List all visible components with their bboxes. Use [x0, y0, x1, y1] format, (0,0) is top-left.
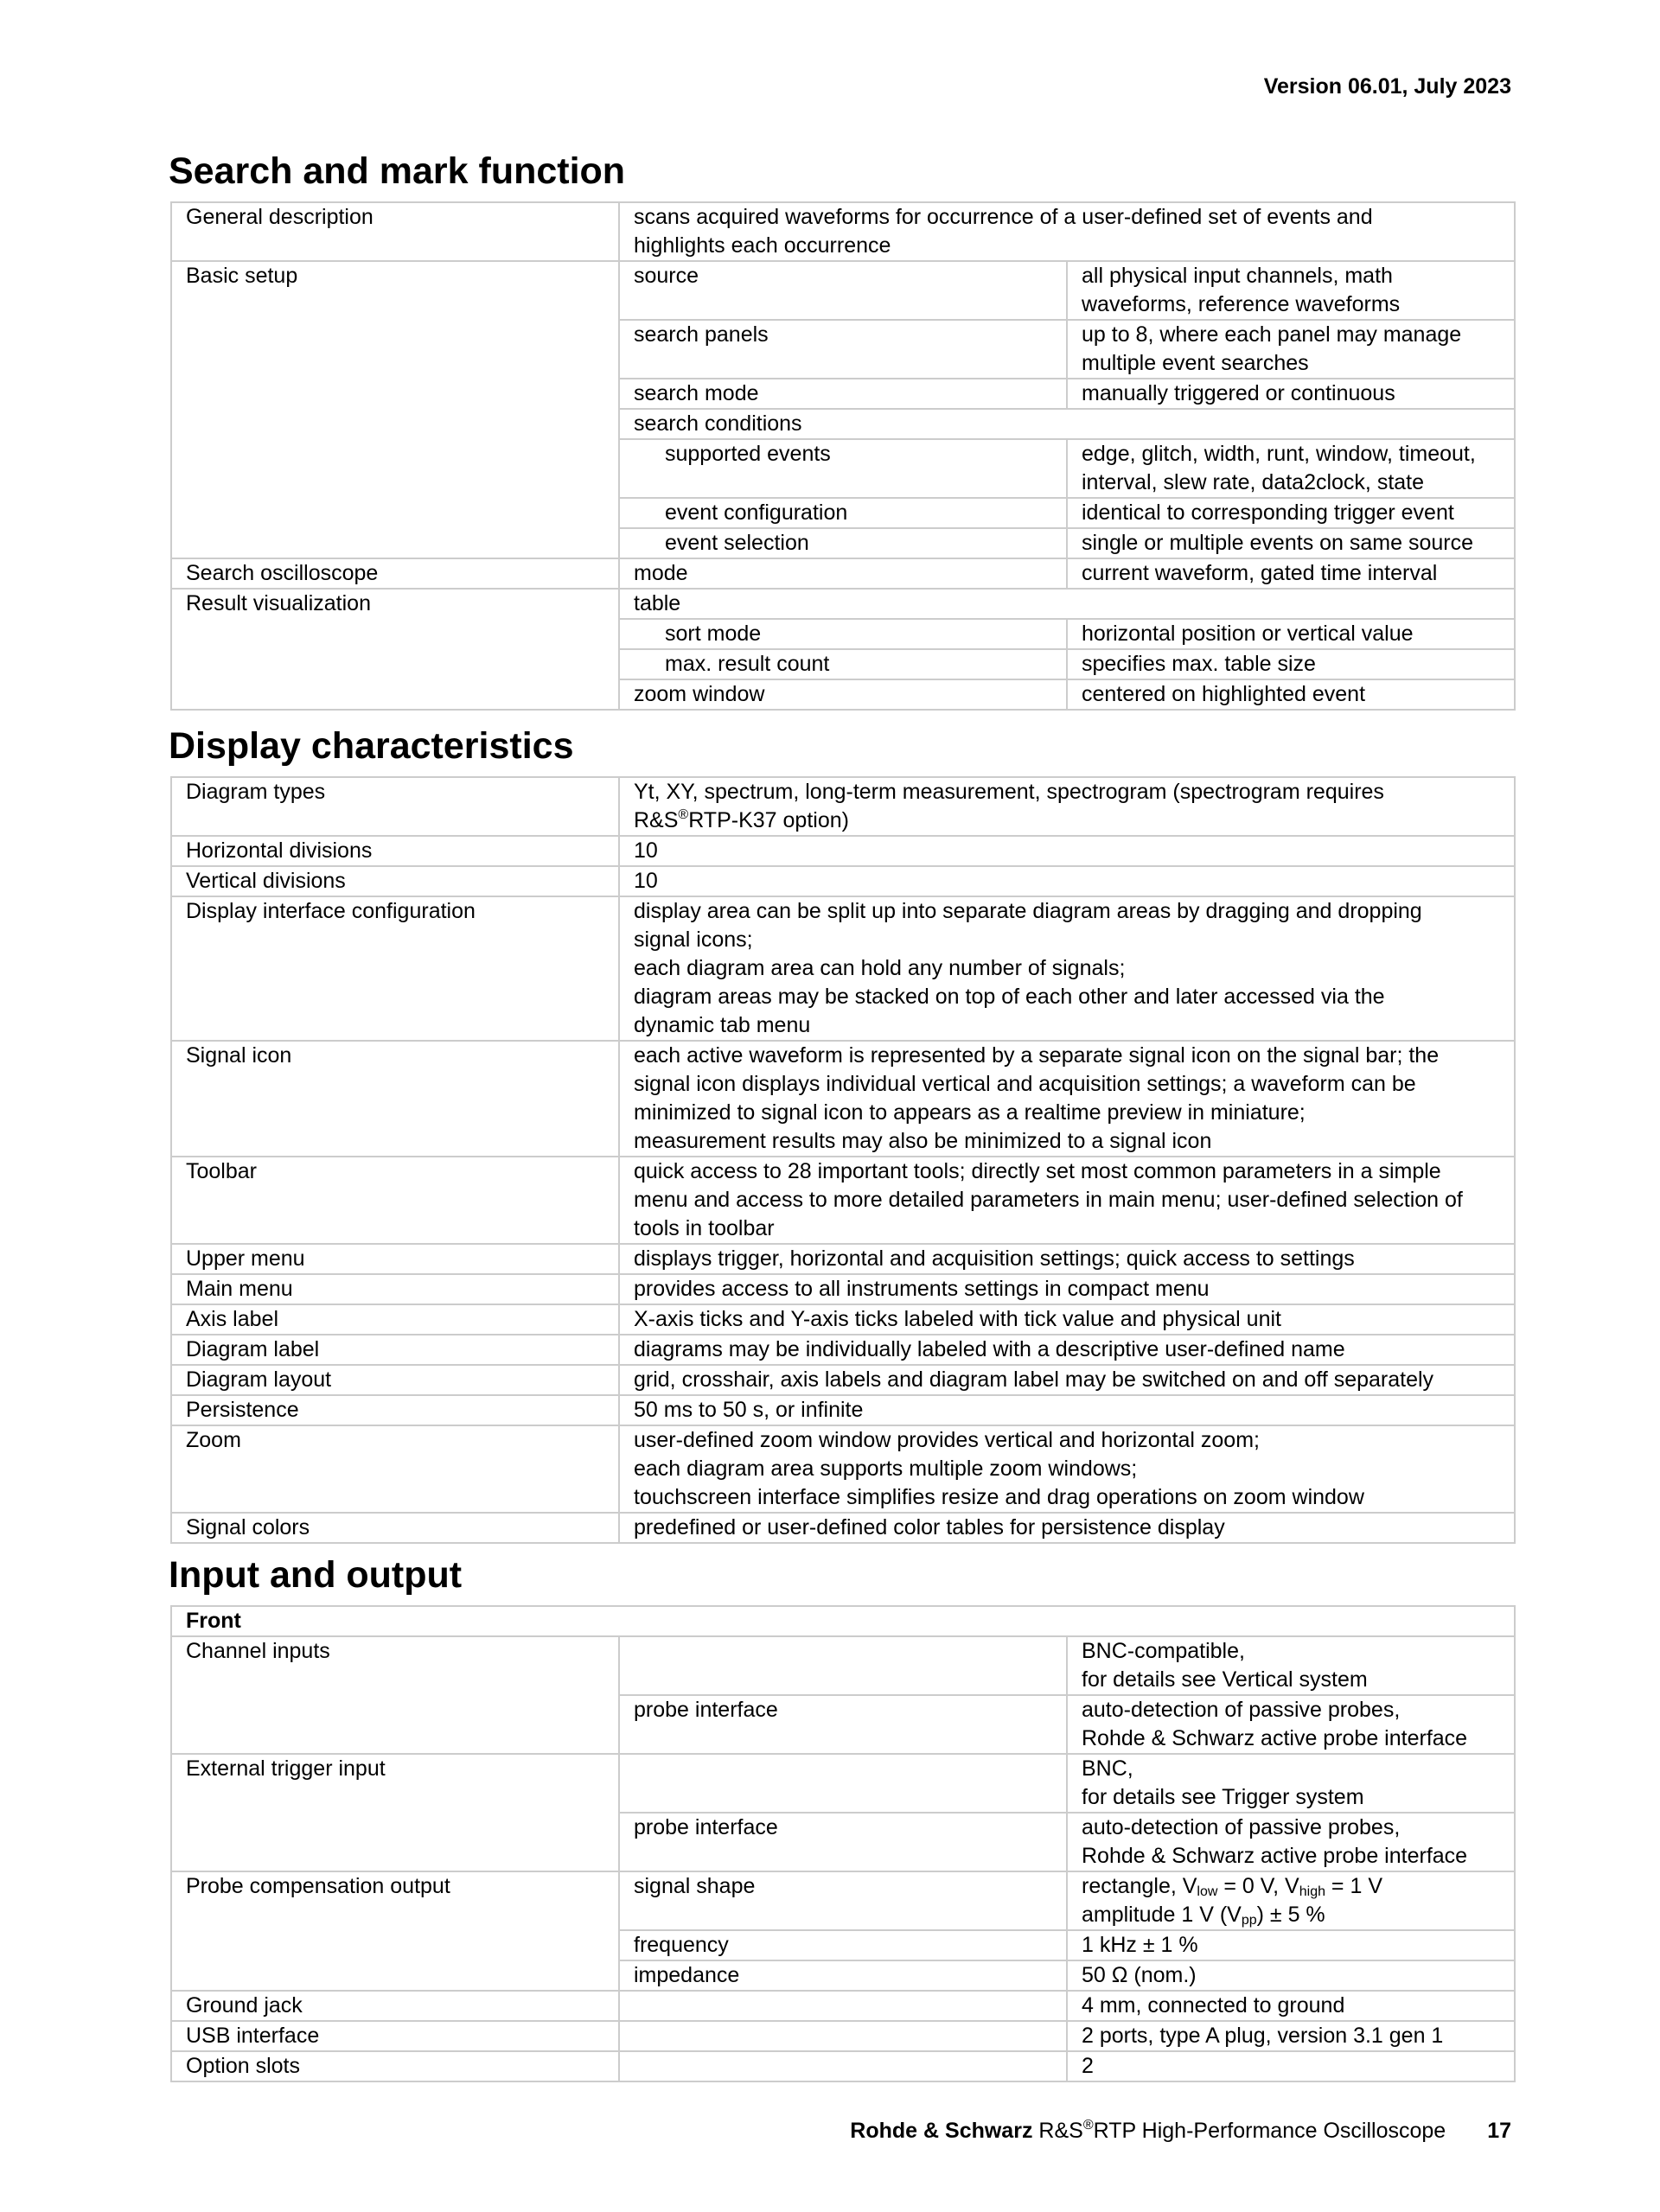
row-sublabel: max. result count: [619, 649, 1067, 679]
row-label: External trigger input: [171, 1754, 619, 1871]
row-value-line: signal icons;: [634, 928, 753, 952]
table-row: [171, 1274, 1515, 1304]
table-row: [171, 1304, 1515, 1335]
page-number: 17: [1487, 2119, 1511, 2143]
row-sublabel: sort mode: [619, 619, 1067, 649]
row-sublabel: event configuration: [619, 498, 1067, 528]
row-value: [619, 1425, 1515, 1513]
row-sublabel: search mode: [619, 379, 1067, 409]
table-row: [171, 777, 1515, 836]
table-row: [171, 896, 1515, 1041]
row-value: 50 Ω (nom.): [1067, 1960, 1515, 1991]
row-value: centered on highlighted event: [1067, 679, 1515, 710]
row-value: [619, 866, 1515, 896]
row-value-line: each active waveform is represented by a separate signal icon on the signal bar; the: [634, 1043, 1440, 1068]
front-heading: Front: [171, 1606, 1515, 1636]
row-value-line: R&S®RTP-K37 option): [634, 807, 849, 832]
row-value: current waveform, gated time interval: [1067, 558, 1515, 589]
row-label: Horizontal divisions: [171, 836, 619, 866]
row-label: Result visualization: [171, 589, 619, 710]
row-value: [619, 1041, 1515, 1157]
footer-registered-mark: ®: [1082, 2118, 1094, 2132]
row-label: Upper menu: [171, 1244, 619, 1274]
row-label: USB interface: [171, 2021, 619, 2051]
row-label: Axis label: [171, 1304, 619, 1335]
row-label: Diagram label: [171, 1335, 619, 1365]
section-title-io: Input and output: [169, 1554, 463, 1596]
page-footer: [850, 2119, 1511, 2144]
row-sublabel: supported events: [619, 439, 1067, 498]
table-row: [171, 2051, 1515, 2081]
row-label: Vertical divisions: [171, 866, 619, 896]
row-value: 1 kHz ± 1 %: [1067, 1930, 1515, 1960]
section-title-display: Display characteristics: [169, 725, 574, 767]
row-value-line: tools in toolbar: [634, 1216, 775, 1240]
row-value: [619, 1304, 1515, 1335]
row-label: Toolbar: [171, 1157, 619, 1244]
table-row: [171, 1636, 1515, 1695]
row-value: auto-detection of passive probes, Rohde & Schwarz active probe interface: [1067, 1695, 1515, 1754]
row-label: Signal colors: [171, 1513, 619, 1543]
footer-product-prefix: R&S: [1032, 2119, 1083, 2143]
row-value-line: each diagram area supports multiple zoom windows;: [634, 1457, 1138, 1481]
row-label: Ground jack: [171, 1991, 619, 2021]
row-value-line: 10: [634, 838, 658, 863]
row-value: BNC-compatible, for details see Vertical system: [1067, 1636, 1515, 1695]
section-title-search: Search and mark function: [169, 150, 626, 192]
row-value-line: predefined or user-defined color tables for persistence display: [634, 1515, 1225, 1539]
table-row: [171, 1606, 1515, 1636]
row-value: [619, 1365, 1515, 1395]
row-value: manually triggered or continuous: [1067, 379, 1515, 409]
row-value-line: minimized to signal icon to appears as a realtime preview in miniature;: [634, 1100, 1306, 1125]
row-value: single or multiple events on same source: [1067, 528, 1515, 558]
row-value: [619, 1395, 1515, 1425]
row-value: [619, 1244, 1515, 1274]
row-value: [619, 1513, 1515, 1543]
row-sublabel: [619, 2051, 1067, 2081]
table-row: [171, 1513, 1515, 1543]
row-value: up to 8, where each panel may manage multiple event searches: [1067, 320, 1515, 379]
row-value: scans acquired waveforms for occurrence of a user-defined set of events and highlights each occurrence: [619, 202, 1515, 261]
table-row: [171, 836, 1515, 866]
row-value: edge, glitch, width, runt, window, timeout, interval, slew rate, data2clock, state: [1067, 439, 1515, 498]
row-value-line: grid, crosshair, axis labels and diagram label may be switched on and off separately: [634, 1367, 1434, 1392]
row-sublabel: zoom window: [619, 679, 1067, 710]
row-value-line: displays trigger, horizontal and acquisition settings; quick access to settings: [634, 1246, 1355, 1271]
row-value-line: dynamic tab menu: [634, 1013, 811, 1037]
row-label: Channel inputs: [171, 1636, 619, 1754]
row-value: horizontal position or vertical value: [1067, 619, 1515, 649]
row-sublabel: impedance: [619, 1960, 1067, 1991]
row-value-line: touchscreen interface simplifies resize and drag operations on zoom window: [634, 1485, 1364, 1509]
row-value-line: 10: [634, 869, 658, 893]
row-value: [619, 1274, 1515, 1304]
row-label: Search oscilloscope: [171, 558, 619, 589]
row-value: [619, 777, 1515, 836]
row-label: Main menu: [171, 1274, 619, 1304]
row-value: rectangle, $V_{low} = 0$ V, $V_{high} = 1$ V amplitude 1 V $(V_{pp}) \pm 5$ %: [1067, 1871, 1515, 1930]
footer-product: RTP High-Performance Oscilloscope: [1093, 2119, 1446, 2143]
row-value-line: display area can be split up into separate diagram areas by dragging and dropping: [634, 899, 1422, 923]
row-value-line: Yt, XY, spectrum, long-term measurement, spectrogram (spectrogram requires: [634, 780, 1384, 804]
row-value-line: measurement results may also be minimized to a signal icon: [634, 1129, 1212, 1153]
row-value-line: provides access to all instruments settings in compact menu: [634, 1277, 1210, 1301]
row-sublabel: search panels: [619, 320, 1067, 379]
row-sublabel: event selection: [619, 528, 1067, 558]
row-value-line: X-axis ticks and Y-axis ticks labeled with tick value and physical unit: [634, 1307, 1281, 1331]
row-sublabel: [619, 1636, 1067, 1695]
row-sublabel: mode: [619, 558, 1067, 589]
table-row: [171, 1395, 1515, 1425]
row-value-line: menu and access to more detailed parameters in main menu; user-defined selection of: [634, 1188, 1463, 1212]
io-table: [170, 1605, 1516, 2082]
row-value: auto-detection of passive probes, Rohde & Schwarz active probe interface: [1067, 1813, 1515, 1871]
table-row: [171, 1244, 1515, 1274]
row-value-line: user-defined zoom window provides vertical and horizontal zoom;: [634, 1428, 1260, 1452]
table-row: [171, 1157, 1515, 1244]
row-sublabel: table: [619, 589, 1515, 619]
row-value-line: signal icon displays individual vertical and acquisition settings; a waveform can be: [634, 1072, 1416, 1096]
row-value: 2: [1067, 2051, 1515, 2081]
row-value: [619, 1157, 1515, 1244]
row-sublabel: source: [619, 261, 1067, 320]
row-value-line: 50 ms to 50 s, or infinite: [634, 1398, 864, 1422]
row-value: [619, 1335, 1515, 1365]
row-label: Option slots: [171, 2051, 619, 2081]
version-label: Version 06.01, July 2023: [1263, 74, 1511, 99]
row-value: identical to corresponding trigger event: [1067, 498, 1515, 528]
row-value: specifies max. table size: [1067, 649, 1515, 679]
row-label: Diagram layout: [171, 1365, 619, 1395]
table-row: [171, 2021, 1515, 2051]
table-row: [171, 1991, 1515, 2021]
row-label: Probe compensation output: [171, 1871, 619, 1991]
row-label: Basic setup: [171, 261, 619, 558]
row-value-line: diagrams may be individually labeled with a descriptive user-defined name: [634, 1337, 1345, 1361]
table-row: [171, 589, 1515, 619]
row-label: General description: [171, 202, 619, 261]
row-sublabel: probe interface: [619, 1813, 1067, 1871]
row-sublabel: probe interface: [619, 1695, 1067, 1754]
row-sublabel: signal shape: [619, 1871, 1067, 1930]
row-value: all physical input channels, math waveforms, reference waveforms: [1067, 261, 1515, 320]
table-row: [171, 1871, 1515, 1930]
row-value: 4 mm, connected to ground: [1067, 1991, 1515, 2021]
search-table: [170, 201, 1516, 711]
table-row: [171, 261, 1515, 320]
display-table: [170, 776, 1516, 1544]
row-value: [619, 836, 1515, 866]
row-sublabel: search conditions: [619, 409, 1515, 439]
table-row: [171, 202, 1515, 261]
table-row: [171, 1335, 1515, 1365]
table-row: [171, 1425, 1515, 1513]
row-sublabel: [619, 1754, 1067, 1813]
row-label: Persistence: [171, 1395, 619, 1425]
row-value-line: each diagram area can hold any number of signals;: [634, 956, 1126, 980]
row-sublabel: [619, 1991, 1067, 2021]
row-label: Signal icon: [171, 1041, 619, 1157]
row-value-line: diagram areas may be stacked on top of each other and later accessed via the: [634, 985, 1385, 1009]
table-row: [171, 1041, 1515, 1157]
footer-company: Rohde & Schwarz: [850, 2119, 1033, 2143]
table-row: [171, 1365, 1515, 1395]
table-row: [171, 866, 1515, 896]
row-sublabel: frequency: [619, 1930, 1067, 1960]
table-row: [171, 1754, 1515, 1813]
row-value: 2 ports, type A plug, version 3.1 gen 1: [1067, 2021, 1515, 2051]
row-sublabel: [619, 2021, 1067, 2051]
row-value: BNC, for details see Trigger system: [1067, 1754, 1515, 1813]
row-label: Zoom: [171, 1425, 619, 1513]
row-label: Diagram types: [171, 777, 619, 836]
row-value-line: quick access to 28 important tools; directly set most common parameters in a simple: [634, 1159, 1441, 1183]
row-value: [619, 896, 1515, 1041]
row-label: Display interface configuration: [171, 896, 619, 1041]
table-row: [171, 558, 1515, 589]
